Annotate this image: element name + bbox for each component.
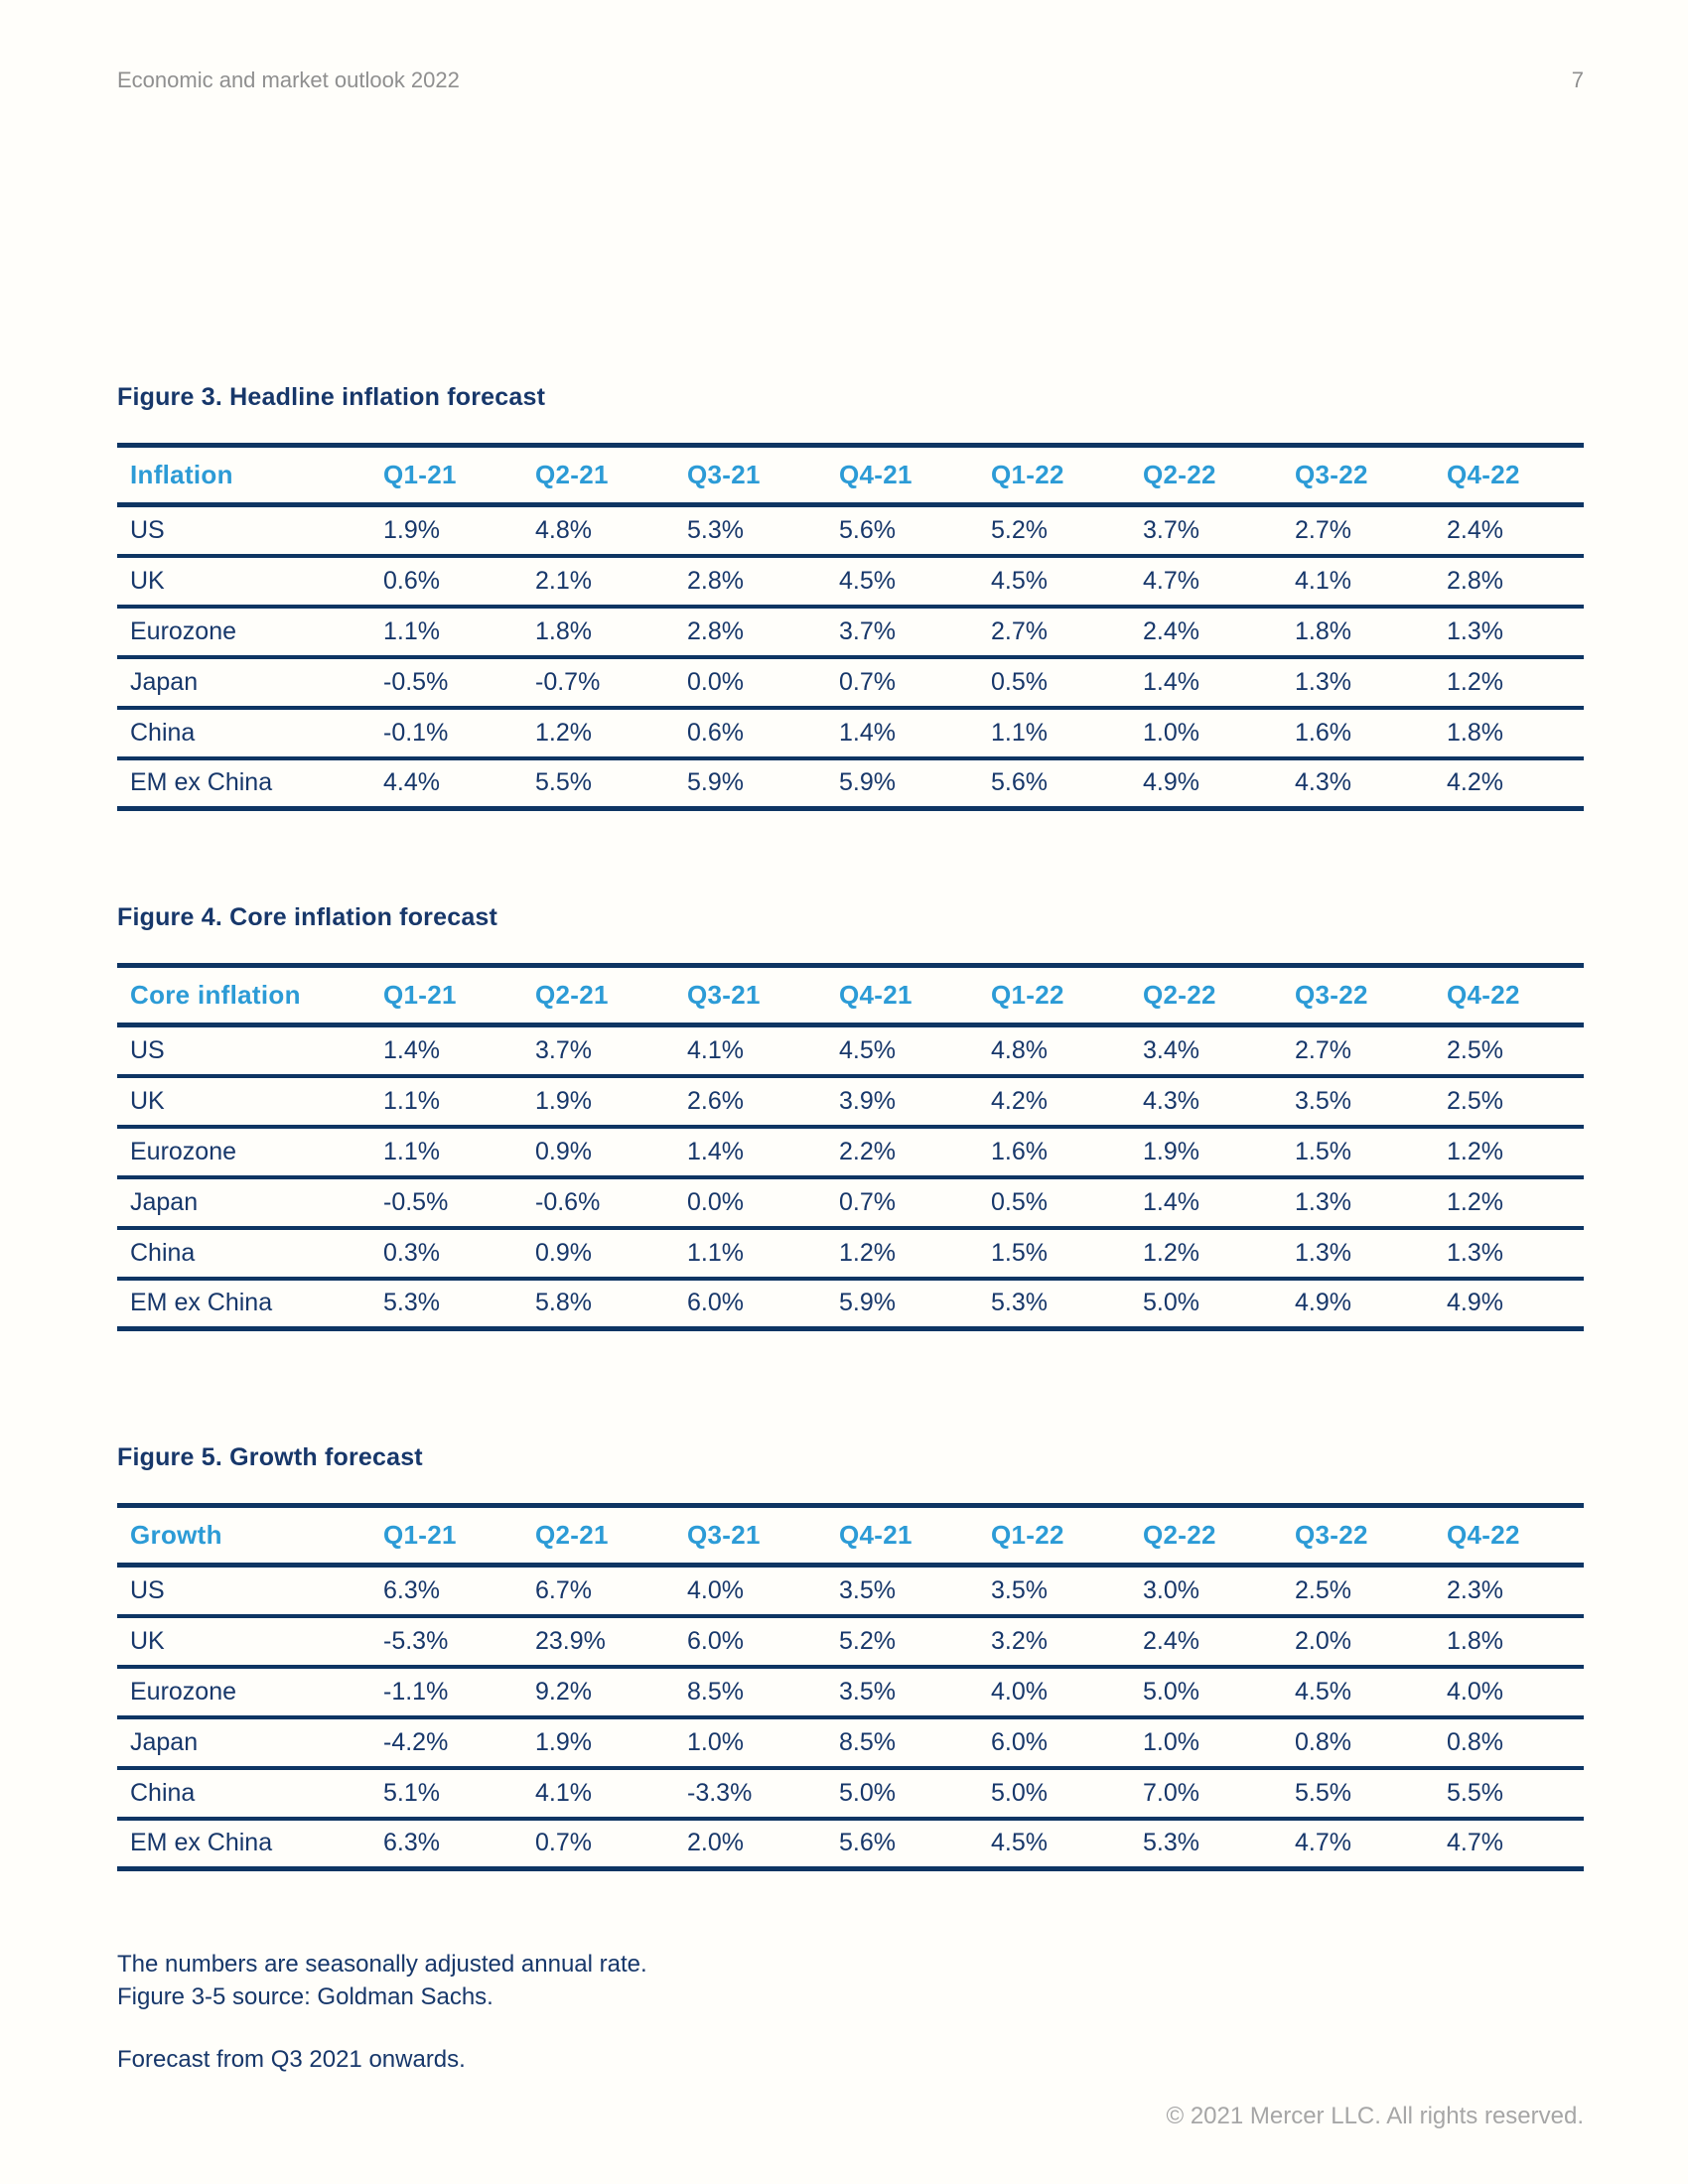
value-cell: 6.0% xyxy=(687,1616,839,1667)
region-label: US xyxy=(117,1566,383,1616)
value-cell: 23.9% xyxy=(535,1616,687,1667)
value-cell: 4.3% xyxy=(1143,1076,1295,1127)
value-cell: 5.5% xyxy=(1295,1768,1447,1819)
region-label: EM ex China xyxy=(117,1279,383,1329)
value-cell: 2.1% xyxy=(535,556,687,607)
value-cell: 5.8% xyxy=(535,1279,687,1329)
value-cell: 5.2% xyxy=(839,1616,991,1667)
value-cell: 1.4% xyxy=(383,1025,535,1076)
value-cell: 8.5% xyxy=(687,1667,839,1717)
row-group-header: Inflation xyxy=(117,446,383,505)
quarter-column-header: Q3-21 xyxy=(687,446,839,505)
value-cell: 4.7% xyxy=(1143,556,1295,607)
value-cell: 4.5% xyxy=(991,556,1143,607)
value-cell: 3.5% xyxy=(839,1667,991,1717)
value-cell: 4.5% xyxy=(991,1819,1143,1869)
value-cell: 4.3% xyxy=(1295,758,1447,809)
note-adjusted-rate: The numbers are seasonally adjusted annual rate. xyxy=(117,1951,647,1978)
value-cell: 4.1% xyxy=(535,1768,687,1819)
value-cell: 1.0% xyxy=(1143,1717,1295,1768)
region-label: China xyxy=(117,1768,383,1819)
table-row xyxy=(117,1127,1584,1177)
page-header xyxy=(117,68,1584,93)
table-row xyxy=(117,1616,1584,1667)
value-cell: 0.5% xyxy=(991,657,1143,708)
region-label: Japan xyxy=(117,1717,383,1768)
value-cell: 4.0% xyxy=(991,1667,1143,1717)
value-cell: 2.7% xyxy=(991,607,1143,657)
value-cell: 5.1% xyxy=(383,1768,535,1819)
table-row xyxy=(117,1279,1584,1329)
value-cell: 3.7% xyxy=(535,1025,687,1076)
value-cell: 1.1% xyxy=(991,708,1143,758)
document-title: Economic and market outlook 2022 xyxy=(117,68,460,92)
value-cell: 0.6% xyxy=(383,556,535,607)
value-cell: 1.0% xyxy=(1143,708,1295,758)
value-cell: 2.2% xyxy=(839,1127,991,1177)
value-cell: 4.4% xyxy=(383,758,535,809)
figure-3-section xyxy=(117,381,1584,811)
value-cell: 9.2% xyxy=(535,1667,687,1717)
value-cell: 2.4% xyxy=(1143,1616,1295,1667)
value-cell: 1.6% xyxy=(1295,708,1447,758)
quarter-column-header: Q3-22 xyxy=(1295,1506,1447,1566)
value-cell: 3.5% xyxy=(1295,1076,1447,1127)
region-label: EM ex China xyxy=(117,758,383,809)
figure-4-table xyxy=(117,963,1584,1331)
quarter-column-header: Q1-22 xyxy=(991,1506,1143,1566)
quarter-column-header: Q4-21 xyxy=(839,966,991,1025)
value-cell: 3.2% xyxy=(991,1616,1143,1667)
value-cell: 1.4% xyxy=(839,708,991,758)
quarter-column-header: Q2-21 xyxy=(535,966,687,1025)
quarter-column-header: Q2-21 xyxy=(535,446,687,505)
region-label: Eurozone xyxy=(117,1667,383,1717)
value-cell: 1.0% xyxy=(687,1717,839,1768)
value-cell: 5.0% xyxy=(991,1768,1143,1819)
value-cell: 2.7% xyxy=(1295,1025,1447,1076)
region-label: EM ex China xyxy=(117,1819,383,1869)
value-cell: 5.0% xyxy=(1143,1667,1295,1717)
figure-5-table xyxy=(117,1503,1584,1871)
value-cell: 4.7% xyxy=(1295,1819,1447,1869)
value-cell: 1.1% xyxy=(383,1127,535,1177)
value-cell: -1.1% xyxy=(383,1667,535,1717)
value-cell: 1.3% xyxy=(1447,1228,1584,1279)
value-cell: 4.9% xyxy=(1295,1279,1447,1329)
value-cell: 1.2% xyxy=(1447,1127,1584,1177)
value-cell: 6.0% xyxy=(991,1717,1143,1768)
value-cell: 6.3% xyxy=(383,1566,535,1616)
value-cell: -4.2% xyxy=(383,1717,535,1768)
value-cell: 4.7% xyxy=(1447,1819,1584,1869)
value-cell: 1.9% xyxy=(383,505,535,556)
quarter-column-header: Q1-22 xyxy=(991,446,1143,505)
value-cell: 0.9% xyxy=(535,1228,687,1279)
quarter-column-header: Q2-22 xyxy=(1143,1506,1295,1566)
table-row xyxy=(117,708,1584,758)
value-cell: 1.4% xyxy=(1143,657,1295,708)
value-cell: 1.1% xyxy=(383,607,535,657)
value-cell: 2.4% xyxy=(1143,607,1295,657)
value-cell: 3.5% xyxy=(839,1566,991,1616)
value-cell: 1.1% xyxy=(383,1076,535,1127)
value-cell: 4.9% xyxy=(1447,1279,1584,1329)
value-cell: 5.6% xyxy=(839,1819,991,1869)
copyright-notice: © 2021 Mercer LLC. All rights reserved. xyxy=(1166,2103,1584,2129)
row-group-header: Core inflation xyxy=(117,966,383,1025)
region-label: UK xyxy=(117,1076,383,1127)
value-cell: 1.9% xyxy=(1143,1127,1295,1177)
table-row xyxy=(117,1076,1584,1127)
value-cell: 2.0% xyxy=(1295,1616,1447,1667)
figure-4-title: Figure 4. Core inflation forecast xyxy=(117,903,498,931)
value-cell: 3.9% xyxy=(839,1076,991,1127)
value-cell: 5.0% xyxy=(839,1768,991,1819)
value-cell: 8.5% xyxy=(839,1717,991,1768)
value-cell: 2.4% xyxy=(1447,505,1584,556)
value-cell: 4.1% xyxy=(687,1025,839,1076)
value-cell: 0.5% xyxy=(991,1177,1143,1228)
value-cell: 4.1% xyxy=(1295,556,1447,607)
table-row xyxy=(117,556,1584,607)
value-cell: 0.6% xyxy=(687,708,839,758)
note-source: Figure 3-5 source: Goldman Sachs. xyxy=(117,1983,493,2010)
value-cell: 3.0% xyxy=(1143,1566,1295,1616)
region-label: Eurozone xyxy=(117,1127,383,1177)
value-cell: 1.9% xyxy=(535,1076,687,1127)
quarter-column-header: Q1-21 xyxy=(383,446,535,505)
region-label: UK xyxy=(117,1616,383,1667)
table-header-row xyxy=(117,966,1584,1025)
value-cell: 0.7% xyxy=(839,657,991,708)
value-cell: 4.8% xyxy=(991,1025,1143,1076)
value-cell: 4.8% xyxy=(535,505,687,556)
value-cell: -0.1% xyxy=(383,708,535,758)
value-cell: 1.5% xyxy=(1295,1127,1447,1177)
value-cell: 4.2% xyxy=(1447,758,1584,809)
quarter-column-header: Q1-21 xyxy=(383,1506,535,1566)
value-cell: 4.0% xyxy=(1447,1667,1584,1717)
value-cell: 3.7% xyxy=(839,607,991,657)
note-forecast: Forecast from Q3 2021 onwards. xyxy=(117,2046,466,2073)
region-label: US xyxy=(117,1025,383,1076)
region-label: Japan xyxy=(117,657,383,708)
value-cell: -0.5% xyxy=(383,1177,535,1228)
table-row xyxy=(117,1667,1584,1717)
value-cell: 0.8% xyxy=(1447,1717,1584,1768)
value-cell: 5.9% xyxy=(839,1279,991,1329)
table-header-row xyxy=(117,446,1584,505)
quarter-column-header: Q1-21 xyxy=(383,966,535,1025)
figure-4-section xyxy=(117,901,1584,1331)
value-cell: 5.5% xyxy=(1447,1768,1584,1819)
value-cell: 2.0% xyxy=(687,1819,839,1869)
value-cell: 0.3% xyxy=(383,1228,535,1279)
value-cell: 2.8% xyxy=(1447,556,1584,607)
value-cell: 1.2% xyxy=(1447,657,1584,708)
value-cell: 4.0% xyxy=(687,1566,839,1616)
quarter-column-header: Q3-22 xyxy=(1295,966,1447,1025)
value-cell: 5.0% xyxy=(1143,1279,1295,1329)
value-cell: 0.7% xyxy=(839,1177,991,1228)
value-cell: 1.5% xyxy=(991,1228,1143,1279)
value-cell: 4.5% xyxy=(1295,1667,1447,1717)
value-cell: 5.3% xyxy=(991,1279,1143,1329)
value-cell: 2.5% xyxy=(1295,1566,1447,1616)
value-cell: 1.9% xyxy=(535,1717,687,1768)
value-cell: 1.8% xyxy=(1447,708,1584,758)
value-cell: 4.5% xyxy=(839,556,991,607)
table-row xyxy=(117,1717,1584,1768)
table-row xyxy=(117,1228,1584,1279)
value-cell: 3.7% xyxy=(1143,505,1295,556)
region-label: US xyxy=(117,505,383,556)
value-cell: 0.7% xyxy=(535,1819,687,1869)
value-cell: 0.9% xyxy=(535,1127,687,1177)
value-cell: 2.3% xyxy=(1447,1566,1584,1616)
table-row xyxy=(117,505,1584,556)
quarter-column-header: Q2-22 xyxy=(1143,446,1295,505)
quarter-column-header: Q2-22 xyxy=(1143,966,1295,1025)
value-cell: 5.5% xyxy=(535,758,687,809)
value-cell: 1.3% xyxy=(1447,607,1584,657)
table-row xyxy=(117,657,1584,708)
value-cell: 5.9% xyxy=(687,758,839,809)
value-cell: 6.7% xyxy=(535,1566,687,1616)
value-cell: 2.6% xyxy=(687,1076,839,1127)
value-cell: 2.7% xyxy=(1295,505,1447,556)
value-cell: 5.3% xyxy=(383,1279,535,1329)
value-cell: 5.2% xyxy=(991,505,1143,556)
quarter-column-header: Q4-22 xyxy=(1447,1506,1584,1566)
quarter-column-header: Q2-21 xyxy=(535,1506,687,1566)
value-cell: 0.8% xyxy=(1295,1717,1447,1768)
value-cell: 1.8% xyxy=(1447,1616,1584,1667)
value-cell: 5.3% xyxy=(1143,1819,1295,1869)
figure-5-title: Figure 5. Growth forecast xyxy=(117,1443,423,1471)
quarter-column-header: Q1-22 xyxy=(991,966,1143,1025)
value-cell: 1.8% xyxy=(535,607,687,657)
value-cell: 4.5% xyxy=(839,1025,991,1076)
region-label: UK xyxy=(117,556,383,607)
footnotes xyxy=(117,1948,1209,2076)
value-cell: 3.5% xyxy=(991,1566,1143,1616)
value-cell: 7.0% xyxy=(1143,1768,1295,1819)
value-cell: 1.4% xyxy=(1143,1177,1295,1228)
quarter-column-header: Q4-21 xyxy=(839,446,991,505)
value-cell: 2.5% xyxy=(1447,1025,1584,1076)
value-cell: -0.6% xyxy=(535,1177,687,1228)
region-label: China xyxy=(117,708,383,758)
value-cell: 1.6% xyxy=(991,1127,1143,1177)
value-cell: 1.4% xyxy=(687,1127,839,1177)
value-cell: 1.3% xyxy=(1295,657,1447,708)
value-cell: 5.3% xyxy=(687,505,839,556)
region-label: China xyxy=(117,1228,383,1279)
table-row xyxy=(117,758,1584,809)
value-cell: 4.9% xyxy=(1143,758,1295,809)
page-number: 7 xyxy=(1571,68,1584,92)
region-label: Japan xyxy=(117,1177,383,1228)
quarter-column-header: Q4-21 xyxy=(839,1506,991,1566)
table-row xyxy=(117,1177,1584,1228)
value-cell: 6.0% xyxy=(687,1279,839,1329)
value-cell: 0.0% xyxy=(687,1177,839,1228)
value-cell: -5.3% xyxy=(383,1616,535,1667)
value-cell: 2.8% xyxy=(687,556,839,607)
quarter-column-header: Q4-22 xyxy=(1447,446,1584,505)
value-cell: 1.2% xyxy=(535,708,687,758)
value-cell: -0.5% xyxy=(383,657,535,708)
value-cell: 1.2% xyxy=(1143,1228,1295,1279)
quarter-column-header: Q3-22 xyxy=(1295,446,1447,505)
value-cell: 1.1% xyxy=(687,1228,839,1279)
value-cell: 5.6% xyxy=(839,505,991,556)
region-label: Eurozone xyxy=(117,607,383,657)
value-cell: 1.2% xyxy=(839,1228,991,1279)
value-cell: 1.2% xyxy=(1447,1177,1584,1228)
table-row xyxy=(117,607,1584,657)
value-cell: 3.4% xyxy=(1143,1025,1295,1076)
value-cell: 1.8% xyxy=(1295,607,1447,657)
quarter-column-header: Q3-21 xyxy=(687,1506,839,1566)
value-cell: 1.3% xyxy=(1295,1228,1447,1279)
table-header-row xyxy=(117,1506,1584,1566)
value-cell: 0.0% xyxy=(687,657,839,708)
value-cell: 5.6% xyxy=(991,758,1143,809)
value-cell: -3.3% xyxy=(687,1768,839,1819)
value-cell: 6.3% xyxy=(383,1819,535,1869)
figure-5-section xyxy=(117,1441,1584,1871)
value-cell: 1.3% xyxy=(1295,1177,1447,1228)
value-cell: 2.5% xyxy=(1447,1076,1584,1127)
value-cell: 5.9% xyxy=(839,758,991,809)
row-group-header: Growth xyxy=(117,1506,383,1566)
figure-3-table xyxy=(117,443,1584,811)
value-cell: -0.7% xyxy=(535,657,687,708)
quarter-column-header: Q3-21 xyxy=(687,966,839,1025)
table-row xyxy=(117,1025,1584,1076)
table-row xyxy=(117,1768,1584,1819)
table-row xyxy=(117,1819,1584,1869)
table-row xyxy=(117,1566,1584,1616)
value-cell: 4.2% xyxy=(991,1076,1143,1127)
figure-3-title: Figure 3. Headline inflation forecast xyxy=(117,383,546,411)
quarter-column-header: Q4-22 xyxy=(1447,966,1584,1025)
value-cell: 2.8% xyxy=(687,607,839,657)
